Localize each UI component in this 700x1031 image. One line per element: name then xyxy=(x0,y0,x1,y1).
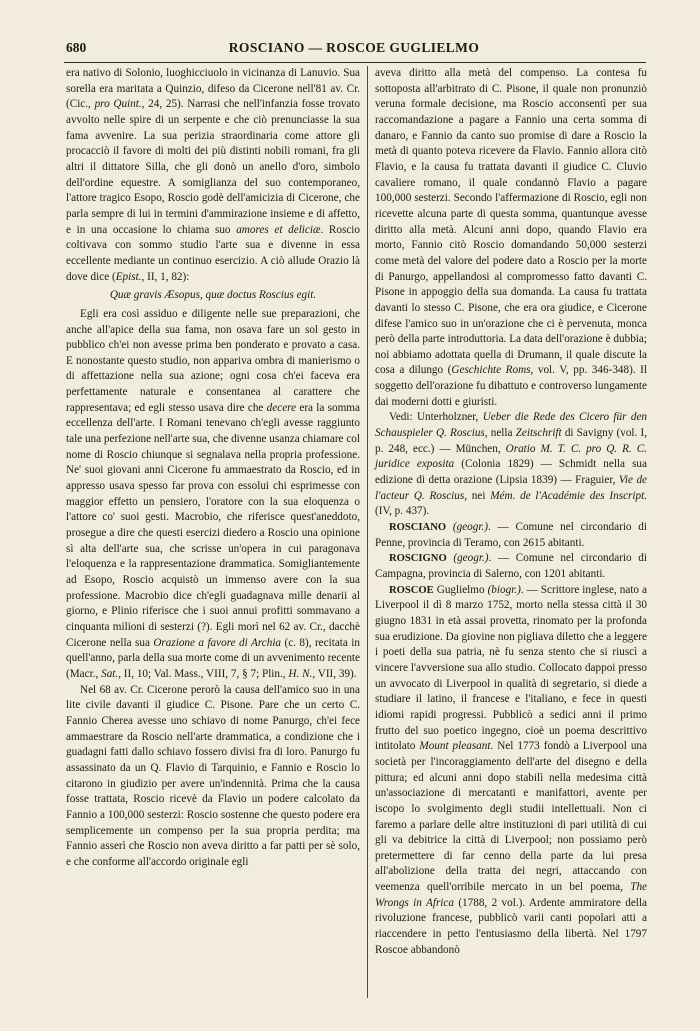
running-header xyxy=(64,38,644,60)
entry-headword: ROSCIGNO xyxy=(389,553,447,565)
entry-roscigno: ROSCIGNO (geogr.). — Comune nel circondario di Campagna, provincia di Salerno, con 1201 abitanti. xyxy=(375,552,647,580)
entry-headword: ROSCIANO xyxy=(389,522,447,534)
running-title: ROSCIANO — ROSCOE GUGLIELMO xyxy=(228,40,480,55)
left-column xyxy=(66,66,360,870)
bibliography: Vedi: Unterholzner, Ueber die Rede des Cicero für den Schauspieler Q. Roscius, nella Zeitschrift di Savigny (vol. I, p. 248, ecc.) — München, Oratio M. T. C. pro Q. R. C. juridice exposita (Colonia 1829) — Schmidt nella sua edizione di detta orazione (Lipsia 1839) — Fraguier, Vie de l'acteur Q. Roscius, nei Mém. de l'Académie des Inscript. (IV, p. 437). xyxy=(375,411,648,518)
entry-rosciano: ROSCIANO (geogr.). — Comune nel circondario di Penne, provincia di Teramo, con 2615 abitanti. xyxy=(375,521,647,549)
header-rule xyxy=(64,62,646,63)
verse-quote: Quæ gravis Æsopus, quæ doctus Roscius egit. xyxy=(109,289,317,302)
right-column xyxy=(375,66,647,958)
column-divider xyxy=(367,66,368,998)
paragraph: Egli era così assiduo e diligente nelle sue preparazioni, che anche all'apice della sua fama, non osava fare un sol gesto in pubblico ch'ei non avesse prima ben ponderato e provato a casa. E nonostante questo studio, non appariva ombra di manierismo o di affettazione nella sua azione; ogni cosa ch'ei faceva era perfettamente naturale e consentanea al carattere che rappresentava; ed egli stesso usava dire che decere era la somma eccellenza dell'arte. I Romani tenevano ch'egli avesse raggiunto tale una perfezione nell'arte sua, che divenne usanza chiamare col nome di Roscio chiunque si segnalava nella propria professione. Ne' suoi giovani anni Cicerone fu ammaestrato da Roscio, ed in appresso usava spesso far prova con essolui chi esprimesse con maggior effetto un pensiero, l'oratore con la sua eloquenza o l'attore co' suoi gesti. Macrobio, che riferisce quest'aneddoto, prosegue a dire che questi esercizi diedero a Roscio una opinione sì alta dell'arte sua, che scrisse un'opera in cui paragonava l'eloquenza e la rappresentazione drammatica. Somigliantemente ad Esopo, Roscio acquistò un immenso avere con la sua professione. Macrobio dice ch'egli guadagnava mille denarii al giorno, e Plinio riferisce che i suoi annui profitti sommavano a cinquanta milioni di sesterzi (?). Egli morì nel 62 av. Cr., dacchè Cicerone nella sua Orazione a favore di Archia (c. 8), recitata in quell'anno, parla della sua morte come di un avvenimento recente (Macr., Sat., II, 10; Val. Mass., VIII, 7, § 7; Plin., H. N., VII, 39). xyxy=(66,307,360,680)
paragraph: Nel 68 av. Cr. Cicerone perorò la causa dell'amico suo in una lite civile davanti il giudice C. Pisone. Pare che un certo C. Fannio Cherea avesse uno schiavo di nome Panurgo, ch'ei fece ammaestrare da Roscio nell'arte drammatica, a condizione che i guadagni fatti dallo schiavo fossero divisi fra di loro. Panurgo fu assassinato da un Q. Flavio di Tarquinio, e Fannio e Roscio lo citarono in giudizio per avere un'indennità. Prima che la causa fosse trattata, Roscio ricevè da Flavio un podere calcolato da Fannio a 100,000 sesterzi: Roscio sostenne che questo podere era semplicemente un compenso per la sua propria perdita; ma Fannio asserì che Roscio non aveva diritto a far patti per sè solo, e che conforme all'accordo originale egli xyxy=(66,683,360,868)
paragraph: era nativo di Solonio, luoghicciuolo in vicinanza di Lanuvio. Sua sorella era maritata a Quinzio, difeso da Cicerone nell'81 av. Cr. (Cic., pro Quint., 24, 25). Narrasi che nell'infanzia fosse trovato avvolto nelle spire di un serpente e che ciò prenunciasse la sua fama avvenire. La sua perizia straordinaria come attore gli procacciò il favore di molti dei più distinti nobili romani, fra gli altri il dittatore Silla, che gli donò un anello d'oro, simbolo dell'ordine equestre. A somiglianza del suo contemporaneo, l'attore tragico Esopo, Roscio godè dell'amicizia di Cicerone, che parla sempre di lui in termini d'ammirazione insieme e di affetto, e in una occasione lo chiama suo amores et deliciæ. Roscio coltivava con sommo studio l'arte sua e divenne in essa eccellente mediante un continuo esercizio. A ciò allude Orazio là dove dice (Epist., II, 1, 82): xyxy=(66,67,360,283)
entry-headword: ROSCOE xyxy=(389,584,434,596)
paragraph: aveva diritto alla metà del compenso. La contesa fu sottoposta all'arbitrato di C. Pisone, il quale non pronunziò veruna formale decisione, ma Roscio acconsentì per sua raccomandazione a pagare a Fannio una certa somma di danaro, e Fannio da canto suo promise di dare a Roscio la metà di quanto poteva ricevere da Flavio. Fannio allora citò Flavio, e la causa fu trattata davanti il giudice C. Cluvio cavaliere romano, il quale condannò Flavio a pagare 100,000 sesterzi. Secondo l'affermazione di Roscio, egli non ricevette alcuna parte di questa somma, quantunque avesse diritto alla metà. Alcuni anni dopo, quando Flavio era morto, Fannio citò Roscio domandando 50,000 sesterzi come metà del valore del podere dato a Roscio per la morte di Panurgo, appellandosi al compromesso fatto davanti C. Pisone in appoggio della sua domanda. La causa fu trattata davanti lo stesso C. Pisone, che era ora giudice, e Cicerone difese l'amico suo in un'orazione che ci è pervenuta, monca però della parte introduttoria. La data dell'orazione è dubbia; noi abbiamo adottata quella di Drumann, il quale discute la cosa a dilungo (Geschichte Roms, vol. V, pp. 346-348). Il soggetto dell'orazione fu dibattuto e controverso lungamente dai moderni dotti e giuristi. xyxy=(375,67,647,408)
page-number: 680 xyxy=(66,40,87,55)
entry-roscoe: ROSCOE Guglielmo (biogr.). — Scrittore inglese, nato a Liverpool il dì 8 marzo 1752, morto nella stessa città il 30 giugno 1831 in età assai provetta, rinomato per la profonda sua erudizione. Da giovine non pigliava diletto che a leggere i poeti della sua patria, nè fu senza stento che si riuscì a vincere l'avversione sua allo studio. Collocato dappoi presso un avvocato di Liverpool in qualità di segretario, si diede a studiare il latino, il francese e l'italiano, e fece in questi idiomi rapidi progressi. Pubblicò a sedici anni il primo frutto del suo poetico ingegno, cioè un poema descrittivo intitolato Mount pleasant. Nel 1773 fondò a Liverpool una società per l'incoraggiamento dell'arte del disegno e della pittura; ed alcuni anni dopo stabilì nella medesima città un'associazione di mercatanti e manifattori, avente per iscopo lo svolgimento degli studii intellettuali. Non ci faremo a parlare delle altre instituzioni di pari utilità di cui gli va debitrice la città di Liverpool; non possiamo però pretermettere di far cenno della parte da lui presa all'abolizione della tratta dei negri, attaccando con veemenza quell'orribile mercato in un bel poema, The Wrongs in Africa (1788, 2 vol.). Ardente ammiratore della rivoluzione francese, pubblicò varii canti popolari atti a riaccendere in petto l'entusiasmo della libertà. Nel 1797 Roscoe abbandonò xyxy=(375,583,647,956)
